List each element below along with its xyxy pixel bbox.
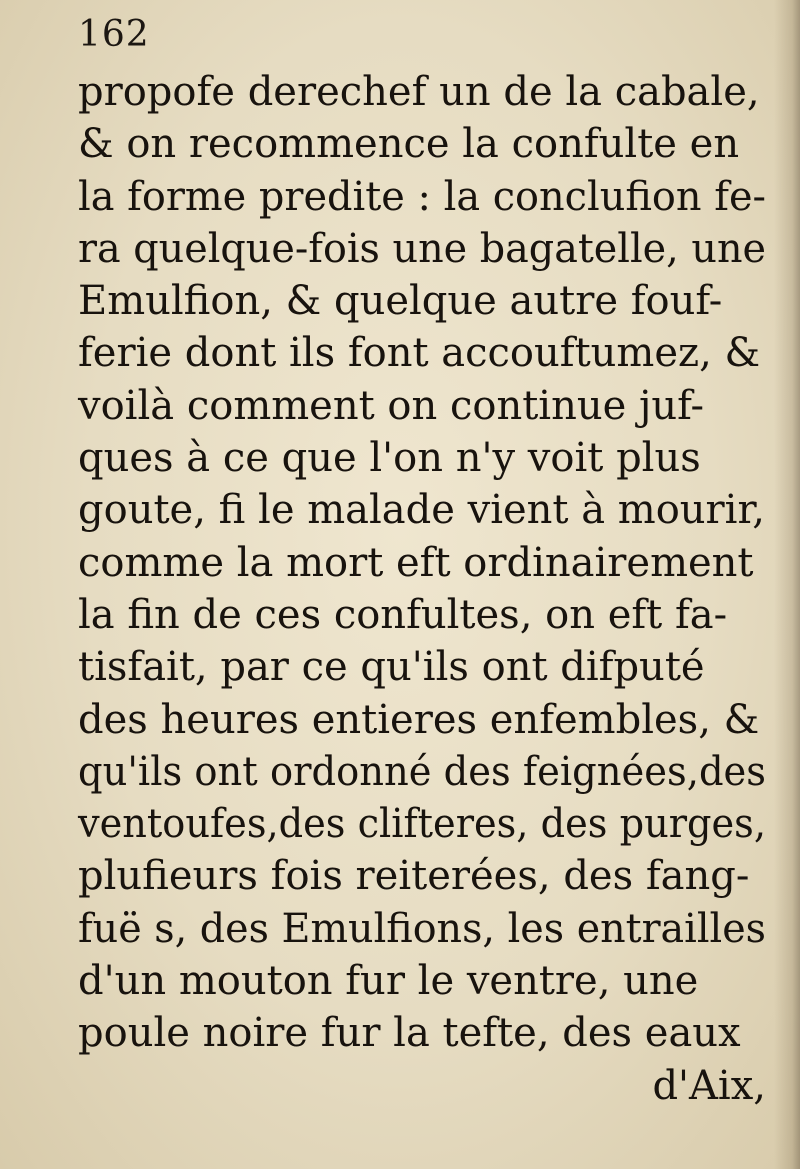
body-text xyxy=(78,66,766,1112)
text-line: des heures entieres enfembles, & xyxy=(78,696,760,743)
page-edge-shadow xyxy=(774,0,800,1169)
text-line: la fin de ces confultes, on eft fa- xyxy=(78,591,728,638)
text-line: d'un mouton fur le ventre, une xyxy=(78,958,699,1005)
text-line: fuë s, des Emulfions, les entrailles xyxy=(78,905,766,952)
text-line: ra quelque-fois une bagatelle, une xyxy=(78,225,766,272)
text-line-catchword: d'Aix, xyxy=(652,1062,766,1109)
text-line: plufieurs fois reiterées, des fang- xyxy=(78,853,750,900)
text-line: ventoufes,des clifteres, des purges, xyxy=(78,801,766,848)
text-line: qu'ils ont ordonné des feignées,des xyxy=(78,748,766,795)
text-line: propofe derechef un de la cabale, xyxy=(78,69,760,115)
text-line: comme la mort eft ordinairement xyxy=(78,539,754,586)
text-line: tisfait, par ce qu'ils ont difputé xyxy=(78,644,705,691)
text-line: poule noire fur la tefte, des eaux xyxy=(78,1010,741,1057)
text-line: voilà comment on continue juf- xyxy=(78,382,705,429)
text-line: ques à ce que l'on n'y voit plus xyxy=(78,435,701,482)
text-line: Emulfion, & quelque autre fouf- xyxy=(78,278,723,325)
text-line: goute, fi le malade vient à mourir, xyxy=(78,487,765,534)
text-line: ferie dont ils font accouftumez, & xyxy=(78,330,761,377)
text-line: la forme predite : la conclufion fe- xyxy=(78,173,766,220)
page-number: 162 xyxy=(78,14,150,55)
text-line: & on recommence la confulte en xyxy=(78,121,740,168)
